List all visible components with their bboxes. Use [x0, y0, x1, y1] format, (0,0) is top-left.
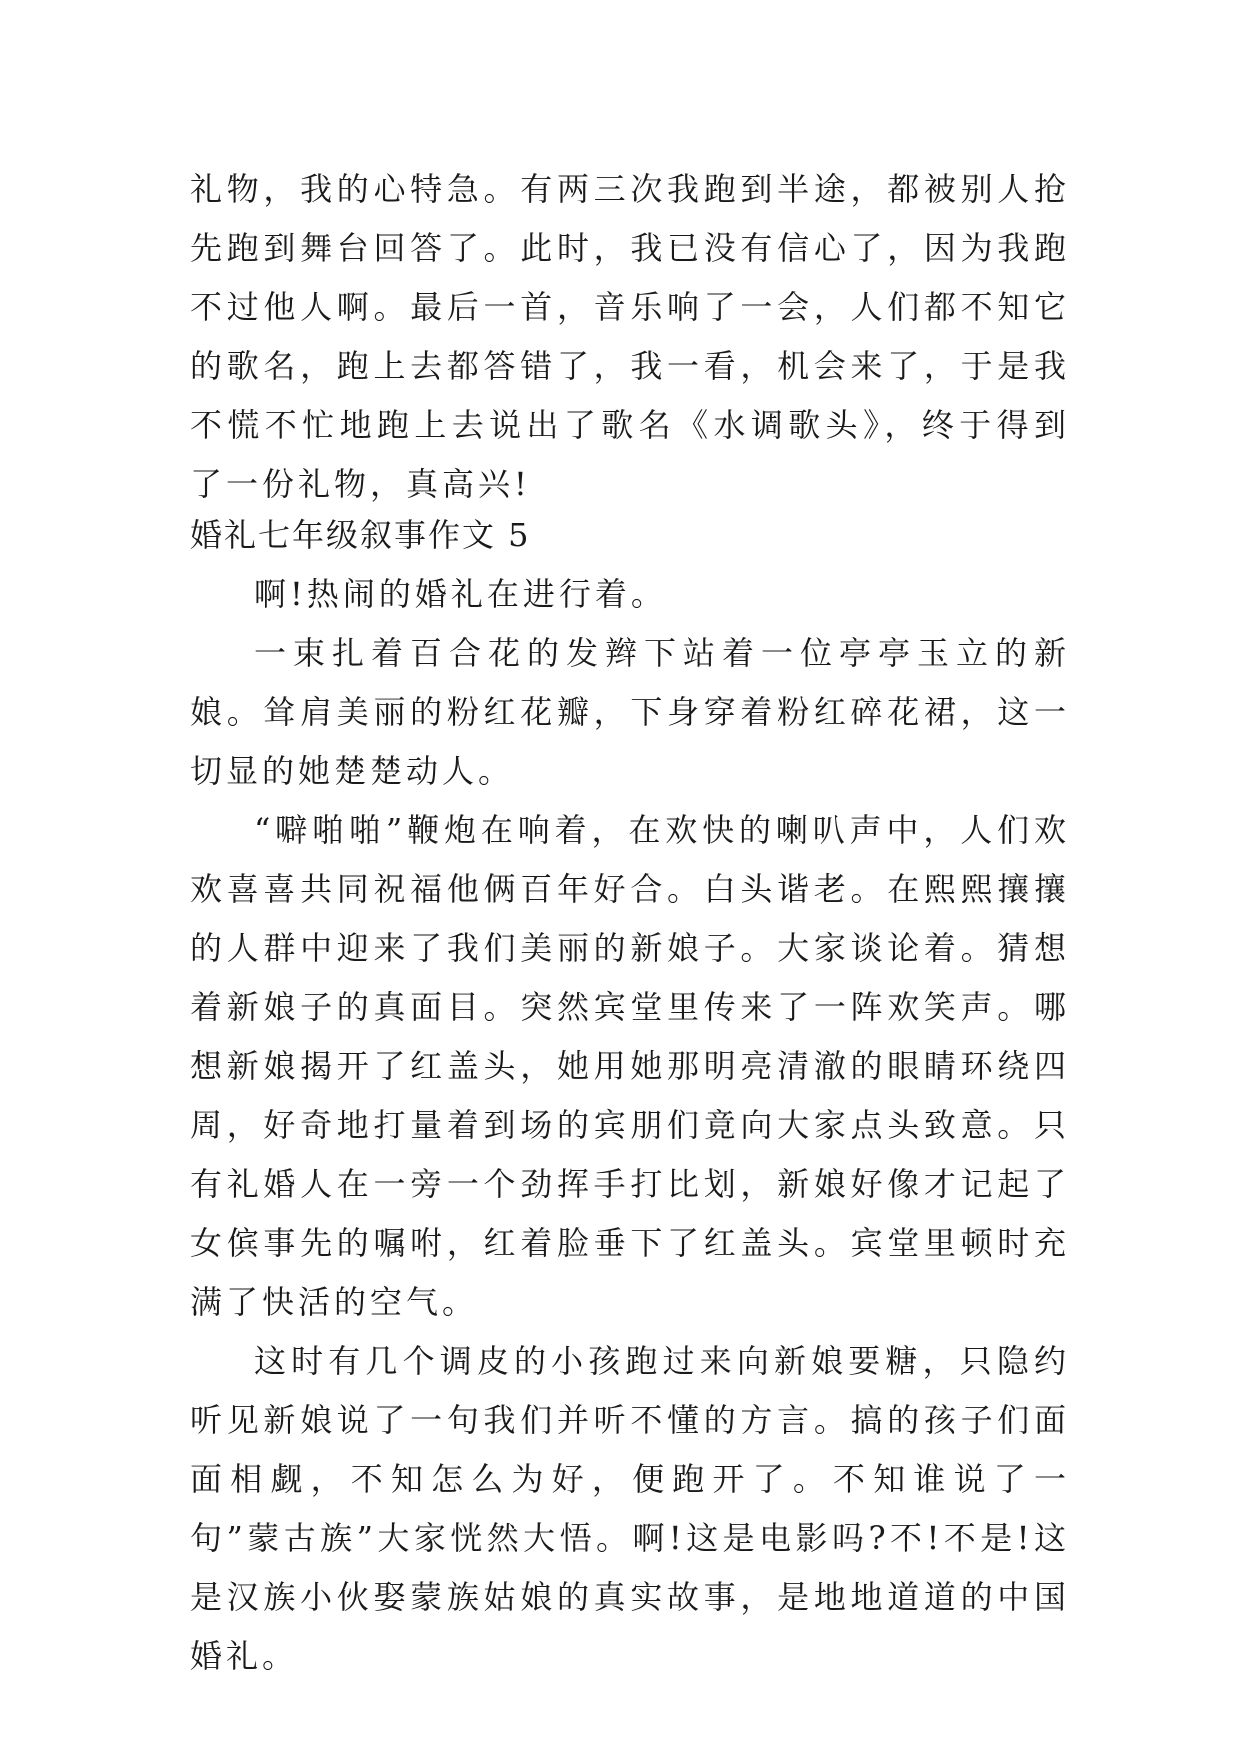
- essay-paragraph: 一束扎着百合花的发辫下站着一位亭亭玉立的新娘。耸肩美丽的粉红花瓣，下身穿着粉红碎花裙，这一切显的她楚楚动人。: [190, 634, 1070, 790]
- essay-paragraph: “噼啪啪”鞭炮在响着，在欢快的喇叭声中，人们欢欢喜喜共同祝福他俩百年好合。白头谐老。在熙熙攘攘的人群中迎来了我们美丽的新娘子。大家谈论着。猜想着新娘子的真面目。突然宾堂里传来了一阵欢笑声。哪想新娘揭开了红盖头，她用她那明亮清澈的眼睛环绕四周，好奇地打量着到场的宾朋们竟向大家点头致意。只有礼婚人在一旁一个劲挥手打比划，新娘好像才记起了女傧事先的嘱咐，红着脸垂下了红盖头。宾堂里顿时充满了快活的空气。: [190, 811, 1070, 1321]
- continuation-paragraph: 礼物，我的心特急。有两三次我跑到半途，都被别人抢先跑到舞台回答了。此时，我已没有信心了，因为我跑不过他人啊。最后一首，音乐响了一会，人们都不知它的歌名，跑上去都答错了，我一看，机会来了，于是我不慌不忙地跑上去说出了歌名《水调歌头》，终于得到了一份礼物，真高兴!: [190, 170, 1070, 503]
- section-title: 婚礼七年级叙事作文 5: [190, 516, 531, 554]
- essay-body: [190, 565, 1070, 1686]
- essay-paragraph: 这时有几个调皮的小孩跑过来向新娘要糖，只隐约听见新娘说了一句我们并听不懂的方言。搞的孩子们面面相觑，不知怎么为好，便跑开了。不知谁说了一句”蒙古族”大家恍然大悟。啊!这是电影吗?不!不是!这是汉族小伙娶蒙族姑娘的真实故事，是地地道道的中国婚礼。: [190, 1342, 1070, 1675]
- essay-paragraph: 啊!热闹的婚礼在进行着。: [254, 575, 667, 613]
